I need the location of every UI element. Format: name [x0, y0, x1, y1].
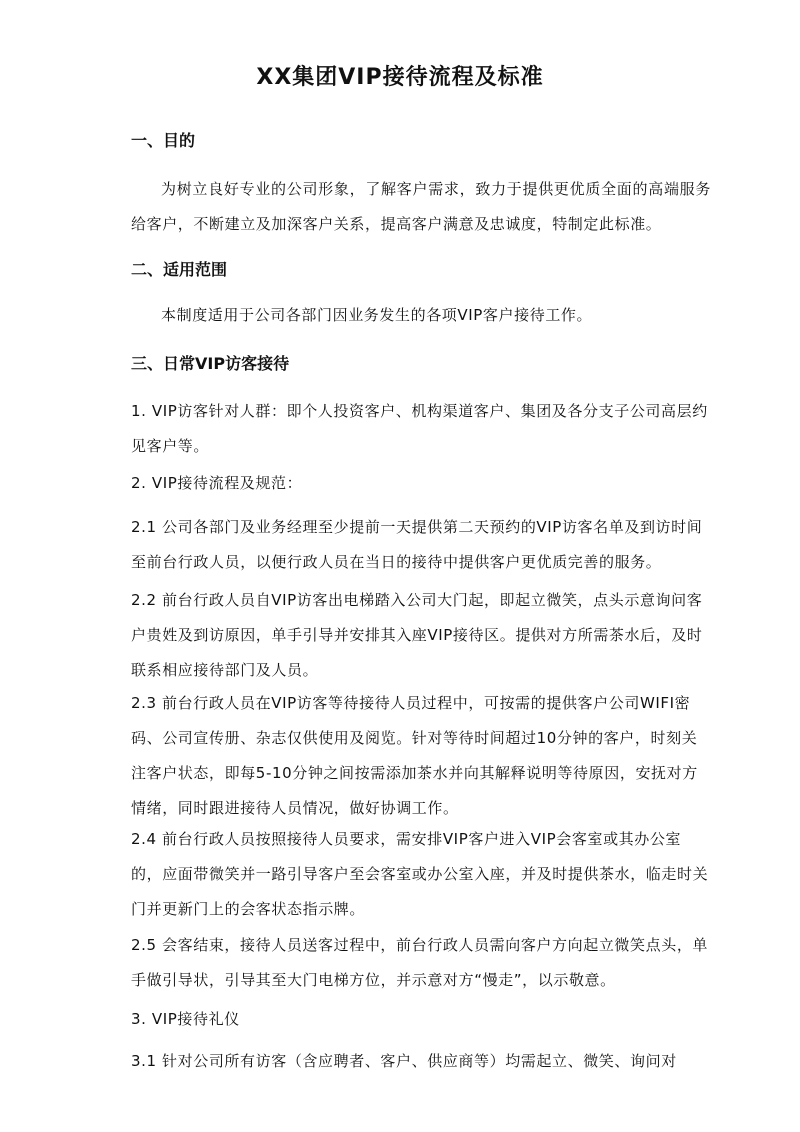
list-item-2-3: 2.3 前台行政人员在VIP访客等待接待人员过程中，可按需的提供客户公司WIFI密码、公司宣传册、杂志仅供使用及阅览。针对等待时间超过10分钟的客户，时刻关注客户状态，即每5-10分钟之间按需添加茶水并向其解释说明等待原因，安抚对方情绪，同时跟进接待人员情况，做好协调工作。	[131, 694, 698, 817]
section-heading-purpose: 一、目的	[131, 131, 196, 150]
paragraph-purpose: 为树立良好专业的公司形象，了解客户需求，致力于提供更优质全面的高端服务给客户，不断建立及加深客户关系，提高客户满意及忠诚度，特制定此标准。	[131, 180, 711, 233]
paragraph-scope: 本制度适用于公司各部门因业务发生的各项VIP客户接待工作。	[161, 306, 593, 324]
list-item-2-5: 2.5 会客结束，接待人员送客过程中，前台行政人员需向客户方向起立微笑点头，单手做引导状，引导其至大门电梯方位，并示意对方“慢走”，以示敬意。	[131, 936, 709, 989]
list-item-2-2: 2.2 前台行政人员自VIP访客出电梯踏入公司大门起，即起立微笑，点头示意询问客户贵姓及到访原因，单手引导并安排其入座VIP接待区。提供对方所需茶水后，及时联系相应接待部门及人员。	[131, 591, 703, 679]
list-item-3: 3. VIP接待礼仪	[131, 1010, 240, 1028]
document-title: XX集团VIP接待流程及标准	[256, 65, 544, 90]
list-item-3-1: 3.1 针对公司所有访客（含应聘者、客户、供应商等）均需起立、微笑、询问对	[131, 1052, 677, 1070]
list-item-1	[131, 394, 711, 464]
list-item-2-4: 2.4 前台行政人员按照接待人员要求，需安排VIP客户进入VIP会客室或其办公室的，应面带微笑并一路引导客户至会客室或办公室入座，并及时提供茶水，临走时关门并更新门上的会客状态指示牌。	[131, 830, 709, 918]
section-heading-scope: 二、适用范围	[131, 260, 228, 279]
list-item-2-1: 2.1 公司各部门及业务经理至少提前一天提供第二天预约的VIP访客名单及到访时间至前台行政人员，以便行政人员在当日的接待中提供客户更优质完善的服务。	[131, 518, 703, 571]
section-heading-vip-reception: 三、日常VIP访客接待	[131, 354, 290, 373]
list-item-1-text: 1. VIP访客针对人群：即个人投资客户、机构渠道客户、集团及各分支子公司高层约见客户等。	[131, 402, 708, 455]
list-item-2: 2. VIP接待流程及规范：	[131, 474, 303, 492]
